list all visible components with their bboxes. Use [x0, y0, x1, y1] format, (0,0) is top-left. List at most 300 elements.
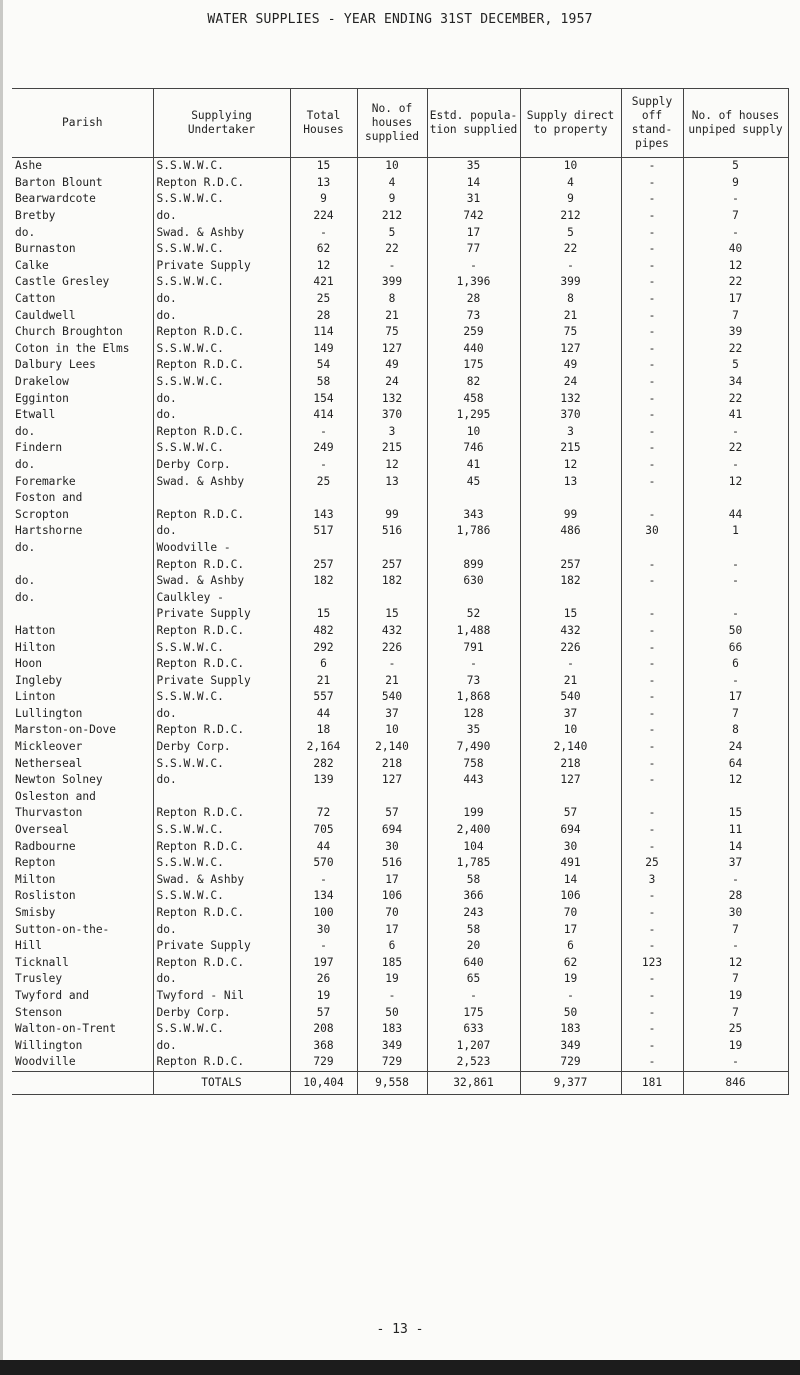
cell-houses-supplied: 185	[357, 955, 427, 972]
cell-total-houses: 482	[290, 623, 357, 640]
cell-standpipes: -	[621, 689, 683, 706]
cell-standpipes: -	[621, 556, 683, 573]
cell-unpiped: 5	[683, 158, 788, 175]
cell-direct: 399	[520, 274, 621, 291]
cell-undertaker: Repton R.D.C.	[153, 955, 290, 972]
totals-standpipes: 181	[621, 1071, 683, 1094]
cell-direct	[520, 490, 621, 507]
table-row	[12, 755, 788, 772]
cell-population: 7,490	[427, 739, 520, 756]
cell-total-houses	[290, 540, 357, 557]
cell-population: 2,523	[427, 1054, 520, 1071]
scan-bottom-edge	[0, 1360, 800, 1375]
cell-direct: 5	[520, 224, 621, 241]
table-row	[12, 258, 788, 275]
cell-standpipes: -	[621, 938, 683, 955]
cell-total-houses: 134	[290, 888, 357, 905]
cell-houses-supplied: 30	[357, 838, 427, 855]
table-row	[12, 374, 788, 391]
cell-undertaker: S.S.W.W.C.	[153, 440, 290, 457]
cell-unpiped: 7	[683, 1004, 788, 1021]
cell-undertaker	[153, 789, 290, 806]
cell-parish: Ingleby	[15, 673, 63, 687]
cell-unpiped: -	[683, 672, 788, 689]
cell-houses-supplied: -	[357, 258, 427, 275]
cell-houses-supplied: 49	[357, 357, 427, 374]
cell-parish: Bretby	[15, 209, 56, 223]
cell-parish: Walton-on-Trent	[15, 1022, 117, 1036]
table-row	[12, 407, 788, 424]
cell-standpipes	[621, 589, 683, 606]
cell-total-houses: 15	[290, 158, 357, 175]
cell-standpipes: -	[621, 208, 683, 225]
cell-population: 82	[427, 374, 520, 391]
cell-standpipes: -	[621, 506, 683, 523]
cell-unpiped: 39	[683, 324, 788, 341]
cell-houses-supplied: 215	[357, 440, 427, 457]
cell-direct: 50	[520, 1004, 621, 1021]
cell-direct: 62	[520, 955, 621, 972]
cell-undertaker: S.S.W.W.C.	[153, 822, 290, 839]
cell-direct: 3	[520, 424, 621, 441]
cell-direct: 30	[520, 838, 621, 855]
cell-direct: 370	[520, 407, 621, 424]
table-row	[12, 490, 788, 507]
cell-parish: Sutton-on-the-	[15, 922, 110, 936]
cell-standpipes: -	[621, 639, 683, 656]
cell-houses-supplied: 3	[357, 424, 427, 441]
cell-direct: 127	[520, 772, 621, 789]
cell-total-houses: 421	[290, 274, 357, 291]
cell-undertaker: Swad. & Ashby	[153, 224, 290, 241]
cell-total-houses: 292	[290, 639, 357, 656]
cell-parish: Woodville	[15, 1055, 76, 1069]
cell-total-houses: 139	[290, 772, 357, 789]
cell-total-houses: 72	[290, 805, 357, 822]
cell-houses-supplied: 694	[357, 822, 427, 839]
cell-houses-supplied: 22	[357, 241, 427, 258]
cell-parish: do.	[15, 424, 36, 438]
cell-population: 640	[427, 955, 520, 972]
cell-population: 10	[427, 424, 520, 441]
cell-undertaker: S.S.W.W.C.	[153, 191, 290, 208]
cell-unpiped: 22	[683, 274, 788, 291]
cell-undertaker: S.S.W.W.C.	[153, 274, 290, 291]
cell-standpipes	[621, 789, 683, 806]
cell-parish: Repton	[15, 856, 56, 870]
cell-parish: Castle Gresley	[15, 275, 110, 289]
cell-population: 73	[427, 307, 520, 324]
cell-total-houses: 149	[290, 341, 357, 358]
cell-total-houses: -	[290, 938, 357, 955]
cell-standpipes: -	[621, 905, 683, 922]
cell-total-houses: 182	[290, 573, 357, 590]
cell-direct: 218	[520, 755, 621, 772]
cell-direct: 257	[520, 556, 621, 573]
table-row	[12, 457, 788, 474]
cell-houses-supplied: 399	[357, 274, 427, 291]
cell-undertaker: do.	[153, 407, 290, 424]
cell-population: 343	[427, 506, 520, 523]
cell-houses-supplied: 37	[357, 706, 427, 723]
cell-standpipes: -	[621, 473, 683, 490]
cell-population: 58	[427, 872, 520, 889]
cell-total-houses: 58	[290, 374, 357, 391]
cell-houses-supplied	[357, 789, 427, 806]
cell-unpiped: 11	[683, 822, 788, 839]
cell-total-houses: 257	[290, 556, 357, 573]
cell-houses-supplied: 21	[357, 672, 427, 689]
cell-unpiped: 7	[683, 921, 788, 938]
cell-houses-supplied: 226	[357, 639, 427, 656]
cell-undertaker: Repton R.D.C.	[153, 175, 290, 192]
cell-direct: 226	[520, 639, 621, 656]
cell-houses-supplied: 516	[357, 523, 427, 540]
cell-standpipes: -	[621, 241, 683, 258]
cell-parish: Foremarke	[15, 474, 76, 488]
cell-standpipes: -	[621, 457, 683, 474]
cell-population: -	[427, 656, 520, 673]
cell-population: -	[427, 988, 520, 1005]
cell-unpiped: 12	[683, 955, 788, 972]
cell-houses-supplied: 183	[357, 1021, 427, 1038]
cell-unpiped: 28	[683, 888, 788, 905]
table-row	[12, 224, 788, 241]
cell-standpipes: -	[621, 1054, 683, 1071]
cell-parish: Etwall	[15, 408, 56, 422]
cell-total-houses: 224	[290, 208, 357, 225]
cell-total-houses: 705	[290, 822, 357, 839]
cell-standpipes: -	[621, 357, 683, 374]
cell-houses-supplied: 4	[357, 175, 427, 192]
cell-parish	[12, 606, 153, 623]
cell-unpiped: -	[683, 1054, 788, 1071]
cell-unpiped: 5	[683, 357, 788, 374]
totals-unpiped: 846	[683, 1071, 788, 1094]
cell-standpipes: -	[621, 224, 683, 241]
cell-direct: 2,140	[520, 739, 621, 756]
cell-houses-supplied: -	[357, 656, 427, 673]
cell-parish: Twyford and	[15, 988, 90, 1002]
cell-population: 1,868	[427, 689, 520, 706]
cell-unpiped	[683, 540, 788, 557]
cell-parish: Smisby	[15, 906, 56, 920]
cell-direct: 24	[520, 374, 621, 391]
cell-population	[427, 490, 520, 507]
cell-total-houses: 282	[290, 755, 357, 772]
scan-left-edge	[0, 0, 3, 1375]
cell-houses-supplied: 540	[357, 689, 427, 706]
cell-houses-supplied: 432	[357, 623, 427, 640]
table-row	[12, 158, 788, 175]
cell-undertaker: S.S.W.W.C.	[153, 855, 290, 872]
cell-houses-supplied: 132	[357, 390, 427, 407]
cell-unpiped: 12	[683, 772, 788, 789]
cell-parish: Hill	[15, 939, 42, 953]
table-row	[12, 722, 788, 739]
cell-standpipes: 123	[621, 955, 683, 972]
cell-standpipes: -	[621, 822, 683, 839]
table-row	[12, 822, 788, 839]
cell-undertaker: Derby Corp.	[153, 739, 290, 756]
cell-undertaker: Repton R.D.C.	[153, 838, 290, 855]
cell-parish: Ticknall	[15, 955, 69, 969]
cell-unpiped: 64	[683, 755, 788, 772]
cell-standpipes: -	[621, 374, 683, 391]
cell-unpiped: 41	[683, 407, 788, 424]
cell-population: 2,400	[427, 822, 520, 839]
cell-population: 35	[427, 722, 520, 739]
cell-unpiped: 25	[683, 1021, 788, 1038]
cell-total-houses	[290, 589, 357, 606]
cell-unpiped: 6	[683, 656, 788, 673]
cell-population: 1,207	[427, 1037, 520, 1054]
cell-parish: do.	[15, 590, 36, 604]
table-row	[12, 589, 788, 606]
cell-parish: do.	[15, 457, 36, 471]
cell-houses-supplied: 19	[357, 971, 427, 988]
cell-population: 1,295	[427, 407, 520, 424]
cell-standpipes: 25	[621, 855, 683, 872]
cell-direct: 37	[520, 706, 621, 723]
cell-population: 77	[427, 241, 520, 258]
cell-parish: Findern	[15, 441, 63, 455]
cell-parish: Overseal	[15, 823, 69, 837]
cell-population: 1,396	[427, 274, 520, 291]
cell-total-houses: 2,164	[290, 739, 357, 756]
cell-standpipes: 30	[621, 523, 683, 540]
cell-unpiped: 9	[683, 175, 788, 192]
table-row	[12, 424, 788, 441]
cell-population: 440	[427, 341, 520, 358]
cell-direct: 486	[520, 523, 621, 540]
table-row	[12, 208, 788, 225]
header-population: Estd. popula- tion supplied	[427, 89, 520, 158]
page-number: - 13 -	[376, 1322, 424, 1337]
cell-houses-supplied: 9	[357, 191, 427, 208]
cell-houses-supplied: 6	[357, 938, 427, 955]
table-row	[12, 739, 788, 756]
table-row	[12, 772, 788, 789]
cell-unpiped: 37	[683, 855, 788, 872]
cell-parish: Church Broughton	[15, 325, 123, 339]
cell-total-houses: 100	[290, 905, 357, 922]
cell-population: 243	[427, 905, 520, 922]
cell-parish: Drakelow	[15, 375, 69, 389]
cell-unpiped: 44	[683, 506, 788, 523]
table-row	[12, 440, 788, 457]
cell-total-houses: -	[290, 424, 357, 441]
table-row	[12, 855, 788, 872]
cell-parish: Rosliston	[15, 889, 76, 903]
table-row	[12, 473, 788, 490]
cell-population: 366	[427, 888, 520, 905]
cell-direct	[520, 789, 621, 806]
cell-total-houses: 44	[290, 706, 357, 723]
cell-undertaker: Private Supply	[153, 606, 290, 623]
cell-undertaker: Repton R.D.C.	[153, 656, 290, 673]
cell-undertaker: do.	[153, 1037, 290, 1054]
cell-unpiped: -	[683, 606, 788, 623]
cell-parish: Burnaston	[15, 242, 76, 256]
cell-parish: Hatton	[15, 623, 56, 637]
cell-undertaker: Repton R.D.C.	[153, 324, 290, 341]
cell-undertaker: Swad. & Ashby	[153, 573, 290, 590]
cell-population: 14	[427, 175, 520, 192]
cell-standpipes: -	[621, 706, 683, 723]
cell-houses-supplied: 218	[357, 755, 427, 772]
cell-direct: 12	[520, 457, 621, 474]
table-row	[12, 1021, 788, 1038]
cell-population: 1,488	[427, 623, 520, 640]
cell-undertaker: Derby Corp.	[153, 1004, 290, 1021]
cell-standpipes: -	[621, 274, 683, 291]
cell-undertaker: S.S.W.W.C.	[153, 689, 290, 706]
cell-total-houses: 25	[290, 473, 357, 490]
cell-undertaker: Caulkley -	[153, 589, 290, 606]
cell-undertaker: Derby Corp.	[153, 457, 290, 474]
cell-standpipes: -	[621, 341, 683, 358]
cell-standpipes: -	[621, 805, 683, 822]
cell-population: 73	[427, 672, 520, 689]
cell-standpipes: -	[621, 573, 683, 590]
header-houses-supplied: No. of houses supplied	[357, 89, 427, 158]
table-row	[12, 805, 788, 822]
cell-parish: Linton	[15, 690, 56, 704]
cell-houses-supplied: 516	[357, 855, 427, 872]
cell-population: 45	[427, 473, 520, 490]
cell-standpipes: -	[621, 672, 683, 689]
cell-direct: 127	[520, 341, 621, 358]
cell-direct: 21	[520, 672, 621, 689]
table-row	[12, 606, 788, 623]
cell-unpiped: 22	[683, 440, 788, 457]
cell-houses-supplied	[357, 490, 427, 507]
cell-parish: Scropton	[15, 507, 69, 521]
totals-blank	[12, 1071, 153, 1094]
cell-population: 17	[427, 224, 520, 241]
cell-unpiped: 19	[683, 988, 788, 1005]
page-title: WATER SUPPLIES - YEAR ENDING 31ST DECEMBER, 1957	[207, 12, 593, 27]
cell-parish: Radbourne	[15, 839, 76, 853]
cell-unpiped: -	[683, 573, 788, 590]
cell-houses-supplied: 24	[357, 374, 427, 391]
cell-direct: 10	[520, 722, 621, 739]
cell-unpiped: 17	[683, 291, 788, 308]
cell-parish: Hartshorne	[15, 524, 83, 538]
cell-undertaker: do.	[153, 706, 290, 723]
cell-parish: Stenson	[15, 1005, 63, 1019]
cell-parish: Hoon	[15, 657, 42, 671]
cell-standpipes: -	[621, 390, 683, 407]
cell-population: 742	[427, 208, 520, 225]
cell-total-houses: 9	[290, 191, 357, 208]
totals-total-houses: 10,404	[290, 1071, 357, 1094]
cell-parish: Milton	[15, 872, 56, 886]
header-row	[12, 89, 788, 158]
cell-parish: Calke	[15, 258, 49, 272]
cell-population	[427, 589, 520, 606]
cell-undertaker: S.S.W.W.C.	[153, 639, 290, 656]
header-undertaker: Supplying Undertaker	[153, 89, 290, 158]
cell-population: 791	[427, 639, 520, 656]
cell-direct: 15	[520, 606, 621, 623]
cell-undertaker: Repton R.D.C.	[153, 623, 290, 640]
cell-unpiped	[683, 589, 788, 606]
cell-standpipes: -	[621, 1021, 683, 1038]
cell-total-houses: 12	[290, 258, 357, 275]
cell-standpipes: -	[621, 1037, 683, 1054]
cell-total-houses: 62	[290, 241, 357, 258]
cell-standpipes: -	[621, 291, 683, 308]
cell-total-houses: 114	[290, 324, 357, 341]
cell-total-houses: 517	[290, 523, 357, 540]
table-row	[12, 623, 788, 640]
cell-total-houses: 30	[290, 921, 357, 938]
cell-undertaker: Private Supply	[153, 258, 290, 275]
cell-undertaker: do.	[153, 390, 290, 407]
cell-direct: 694	[520, 822, 621, 839]
cell-direct: 21	[520, 307, 621, 324]
table-row	[12, 888, 788, 905]
totals-label: TOTALS	[153, 1071, 290, 1094]
cell-standpipes: -	[621, 258, 683, 275]
cell-standpipes: -	[621, 888, 683, 905]
cell-total-houses: 18	[290, 722, 357, 739]
table-row	[12, 357, 788, 374]
cell-parish: Marston-on-Dove	[15, 723, 117, 737]
cell-standpipes: -	[621, 656, 683, 673]
cell-standpipes: -	[621, 440, 683, 457]
cell-direct: 215	[520, 440, 621, 457]
cell-total-houses: 44	[290, 838, 357, 855]
cell-total-houses: -	[290, 457, 357, 474]
table-row	[12, 838, 788, 855]
cell-undertaker: S.S.W.W.C.	[153, 374, 290, 391]
cell-undertaker: Repton R.D.C.	[153, 506, 290, 523]
cell-population: 175	[427, 357, 520, 374]
cell-unpiped	[683, 490, 788, 507]
cell-parish: Barton Blount	[15, 175, 103, 189]
cell-unpiped: -	[683, 457, 788, 474]
cell-unpiped: 14	[683, 838, 788, 855]
table-row	[12, 971, 788, 988]
header-direct: Supply direct to property	[520, 89, 621, 158]
table-row	[12, 1054, 788, 1071]
table-row	[12, 672, 788, 689]
cell-population: 199	[427, 805, 520, 822]
table-body	[12, 158, 788, 1072]
cell-direct: 182	[520, 573, 621, 590]
cell-undertaker: S.S.W.W.C.	[153, 241, 290, 258]
table-row	[12, 1037, 788, 1054]
cell-undertaker: S.S.W.W.C.	[153, 158, 290, 175]
cell-standpipes: -	[621, 623, 683, 640]
cell-direct: 106	[520, 888, 621, 905]
cell-standpipes: -	[621, 175, 683, 192]
cell-standpipes: -	[621, 971, 683, 988]
cell-total-houses: 249	[290, 440, 357, 457]
cell-total-houses: 15	[290, 606, 357, 623]
cell-unpiped: -	[683, 191, 788, 208]
table-row	[12, 872, 788, 889]
cell-total-houses: 729	[290, 1054, 357, 1071]
cell-population: 175	[427, 1004, 520, 1021]
cell-parish: Coton in the Elms	[15, 341, 130, 355]
cell-parish: Bearwardcote	[15, 192, 96, 206]
cell-houses-supplied: 127	[357, 341, 427, 358]
cell-unpiped: -	[683, 556, 788, 573]
